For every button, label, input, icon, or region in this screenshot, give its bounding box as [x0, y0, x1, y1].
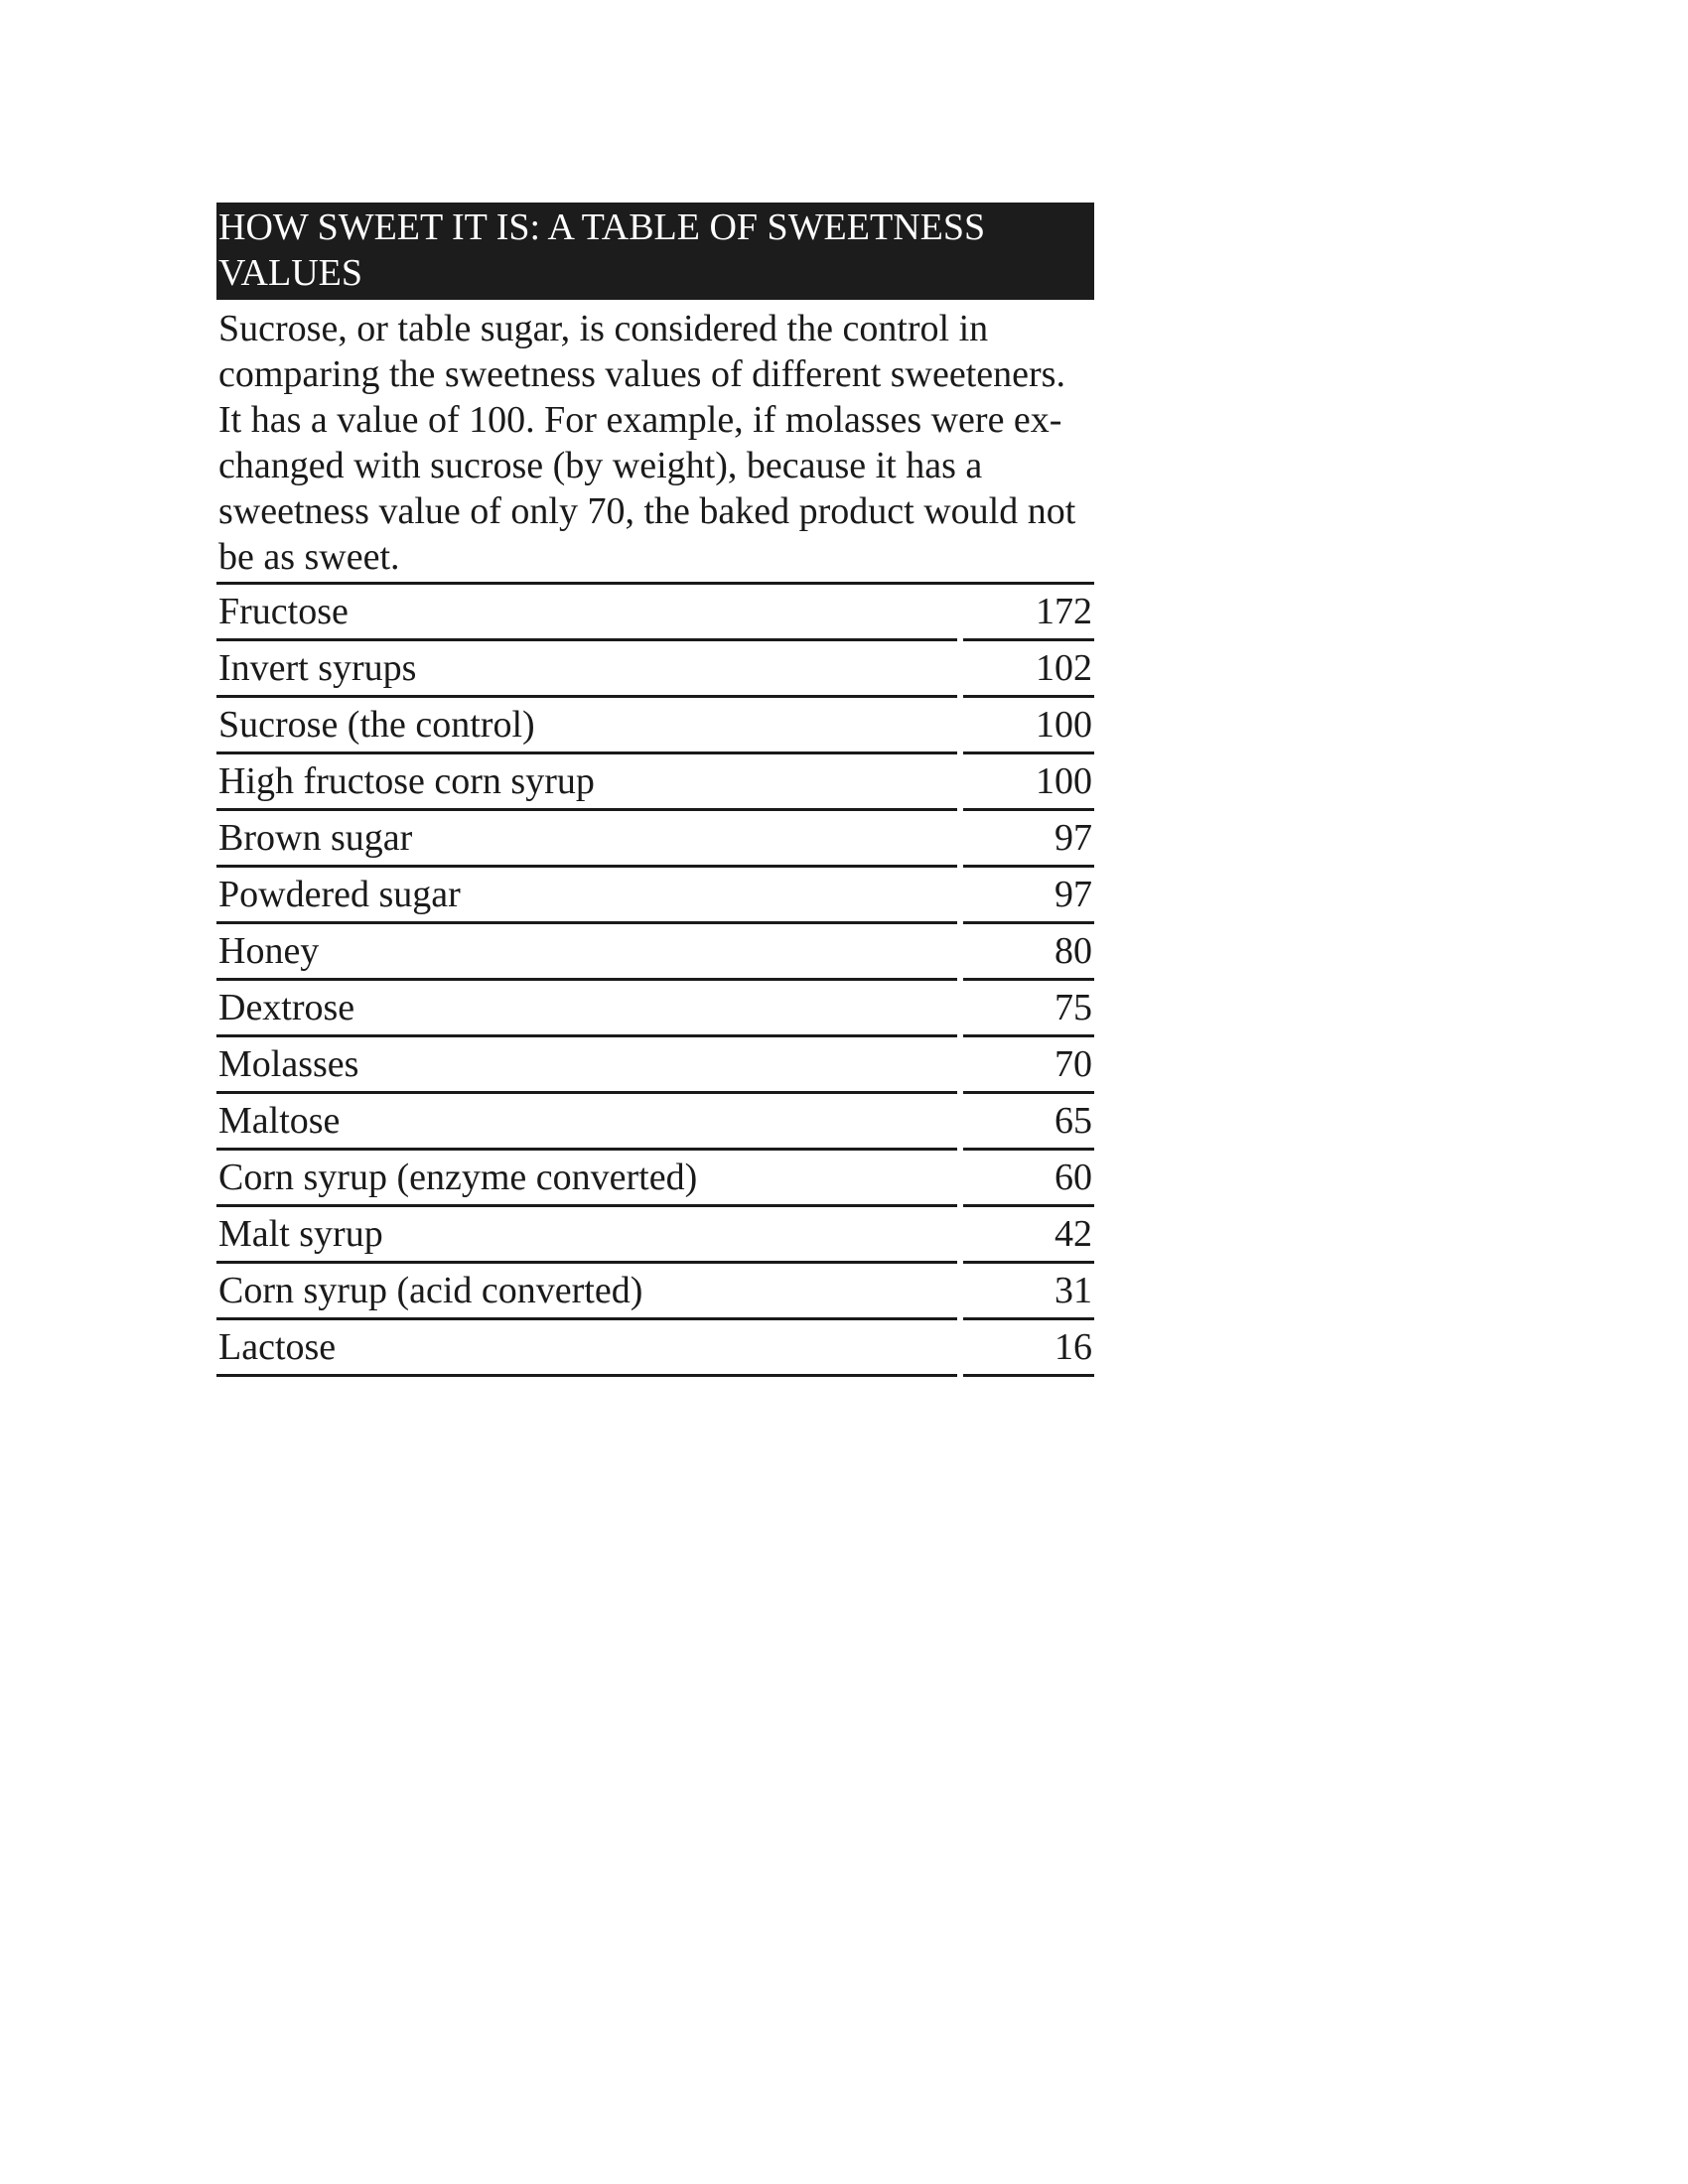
table-row — [216, 1264, 1094, 1320]
sweetness-value: 75 — [963, 981, 1094, 1037]
sweetener-name: Corn syrup (enzyme converted) — [216, 1151, 957, 1207]
sweetener-name: Corn syrup (acid converted) — [216, 1264, 957, 1320]
table-row — [216, 868, 1094, 924]
sweetener-name: Maltose — [216, 1094, 957, 1151]
sweetness-value: 60 — [963, 1151, 1094, 1207]
table-row — [216, 1320, 1094, 1377]
sweetness-value: 172 — [963, 585, 1094, 641]
sweetener-name: Molasses — [216, 1037, 957, 1094]
sweetness-value: 65 — [963, 1094, 1094, 1151]
sweetness-table-body — [216, 585, 1094, 1377]
sweetener-name: Brown sugar — [216, 811, 957, 868]
sweetness-value: 70 — [963, 1037, 1094, 1094]
sweetness-value: 97 — [963, 868, 1094, 924]
table-row — [216, 585, 1094, 641]
table-row — [216, 1094, 1094, 1151]
sweetness-value: 31 — [963, 1264, 1094, 1320]
sweetener-name: Sucrose (the control) — [216, 698, 957, 754]
table-row — [216, 698, 1094, 754]
sweetener-name: High fructose corn syrup — [216, 754, 957, 811]
sweetener-name: Malt syrup — [216, 1207, 957, 1264]
sweetness-value: 16 — [963, 1320, 1094, 1377]
sweetness-value: 100 — [963, 754, 1094, 811]
sweetness-value: 102 — [963, 641, 1094, 698]
sweetener-name: Invert syrups — [216, 641, 957, 698]
sweetness-value: 100 — [963, 698, 1094, 754]
sidebar-title: HOW SWEET IT IS: A TABLE OF SWEETNESS VALUES — [216, 203, 1094, 300]
sweetness-sidebar — [216, 203, 1094, 1377]
table-row — [216, 1037, 1094, 1094]
sweetener-name: Dextrose — [216, 981, 957, 1037]
sweetness-value: 97 — [963, 811, 1094, 868]
sweetener-name: Lactose — [216, 1320, 957, 1377]
sweetener-name: Fructose — [216, 585, 957, 641]
sweetness-value: 42 — [963, 1207, 1094, 1264]
sweetness-value: 80 — [963, 924, 1094, 981]
table-row — [216, 754, 1094, 811]
table-row — [216, 981, 1094, 1037]
table-row — [216, 641, 1094, 698]
sweetener-name: Honey — [216, 924, 957, 981]
table-row — [216, 924, 1094, 981]
sidebar-intro: Sucrose, or table sugar, is considered the control in comparing the sweetness values of different sweeteners. It has a value of 100. For example, if molasses were ex-changed with sucrose (by weight), because it has a sweetness value of only 70, the baked product would not be as sweet. — [218, 308, 1076, 578]
sweetness-table — [216, 582, 1094, 1377]
table-row — [216, 811, 1094, 868]
table-row — [216, 1207, 1094, 1264]
table-row — [216, 1151, 1094, 1207]
sweetener-name: Powdered sugar — [216, 868, 957, 924]
